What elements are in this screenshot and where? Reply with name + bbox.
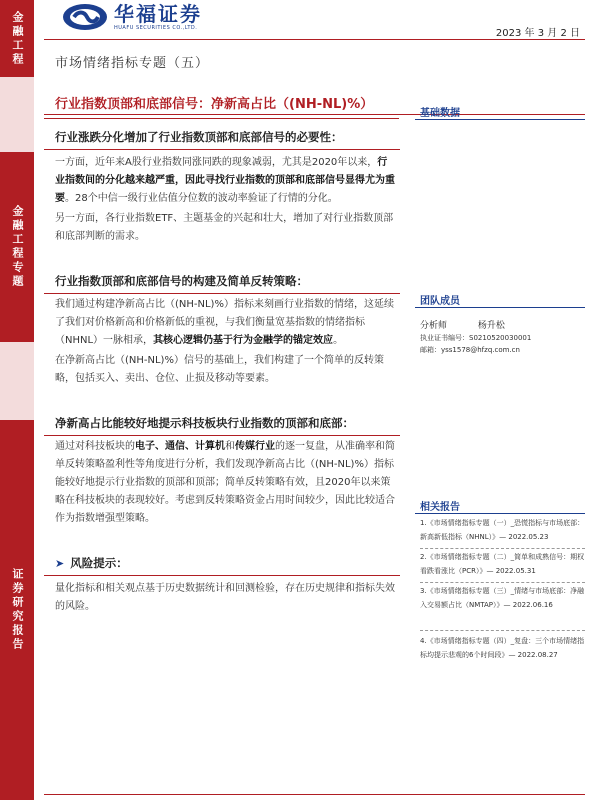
paragraph: 量化指标和相关观点基于历史数据统计和回测检验，存在历史规律和指标失效的风险。 (55, 583, 395, 612)
title-divider-inner (44, 118, 399, 119)
section-heading: 行业指数顶部和底部信号的构建及简单反转策略： (44, 268, 400, 294)
team-title: 团队成员 (415, 292, 585, 308)
report-separator (420, 548, 585, 549)
analyst-cert: 执业证书编号：S0210520030001 (420, 334, 532, 342)
paragraph: 我们通过构建净新高占比（(NH-NL)%）指标来刻画行业指数的情绪，这延续了我们对价格新高和价格新低的重视，与我们衡量宽基指数的情绪指标（NHNL）一脉相承，其核心逻辑仍基于行为金融学的锚定效应。 (55, 299, 394, 346)
sidebar (0, 0, 34, 800)
logo-icon (62, 3, 108, 31)
related-reports-title: 相关报告 (415, 498, 585, 514)
related-report-item[interactable]: 1.《市场情绪指标专题（一）_恐慌指标与市场底部：新高新低指标（NHNL）》— 2022.05.23 (420, 519, 585, 541)
section-heading: 行业涨跌分化增加了行业指数顶部和底部信号的必要性： (44, 124, 400, 150)
analyst-name: 杨升松 (477, 321, 505, 331)
report-separator (420, 630, 585, 631)
related-report-item[interactable]: 3.《市场情绪指标专题（三）_情绪与市场底部：净融入交易额占比（NMTAP）》— 2022.06.16 (420, 587, 585, 609)
header-divider (44, 39, 585, 40)
analyst-email: 邮箱：yss1578@hfzq.com.cn (420, 346, 520, 354)
company-logo (62, 3, 202, 31)
sidebar-tag-finance-engineering: 金融工程 (0, 0, 34, 77)
section-heading: 净新高占比能较好地提示科技板块行业指数的顶部和底部： (44, 410, 400, 436)
sidebar-gap (0, 342, 34, 420)
basic-data-title: 基础数据 (415, 104, 585, 120)
logo-text-en: HUAFU SECURITIES CO.,LTD. (114, 25, 198, 31)
report-separator (420, 582, 585, 583)
report-date: 2023 年 3 月 2 日 (495, 28, 580, 39)
sidebar-tag-research-report: 证券研究报告 (0, 420, 34, 800)
sidebar-tag-topic: 金融工程专题 (0, 152, 34, 342)
series-title: 市场情绪指标专题（五） (55, 56, 210, 71)
paragraph: 在净新高占比（(NH-NL)%）信号的基础上，我们构建了一个简单的反转策略，包括买入、卖出、仓位、止损及移动等要素。 (55, 355, 384, 384)
report-title: 行业指数顶部和底部信号：净新高占比（(NH-NL)%） (55, 97, 374, 112)
sidebar-gap (0, 77, 34, 152)
paragraph: 另一方面，各行业指数ETF、主题基金的兴起和壮大，增加了对行业指数顶部和底部判断的需求。 (55, 213, 394, 242)
related-report-item[interactable]: 2.《市场情绪指标专题（二）_简单和成熟信号：期权看跌看涨比（PCR）》— 2022.05.31 (420, 553, 585, 575)
paragraph: 通过对科技板块的电子、通信、计算机和传媒行业的逐一复盘，从准确率和简单反转策略盈利性等角度进行分析，我们发现净新高占比（(NH-NL)%）指标能较好地提示行业指数的顶部和顶部；简单反转策略有效，且2020年以来策略在科技板块的表现较好。考虑到反转策略资金占用时间较少，因此比较适合作为指数增强型策略。 (55, 441, 395, 524)
section-heading-risk: ➤ 风险提示： (44, 550, 400, 576)
analyst-label: 分析师 (420, 321, 448, 331)
paragraph: 一方面，近年来A股行业指数同涨同跌的现象减弱，尤其是2020年以来，行业指数间的分化越来越严重，因此寻找行业指数的顶部和底部信号显得尤为重要。28个中信一级行业估值分位数的波动率验证了行情的分化。 (55, 157, 395, 204)
analyst-row (420, 318, 505, 331)
related-report-item[interactable]: 4.《市场情绪指标专题（四）_复盘：三个市场情绪指标均提示悲观的6个时间段》— 2022.08.27 (420, 637, 585, 659)
footer-divider (44, 794, 585, 795)
logo-text-cn: 华福证券 (114, 2, 202, 26)
arrow-right-icon: ➤ (55, 557, 65, 570)
